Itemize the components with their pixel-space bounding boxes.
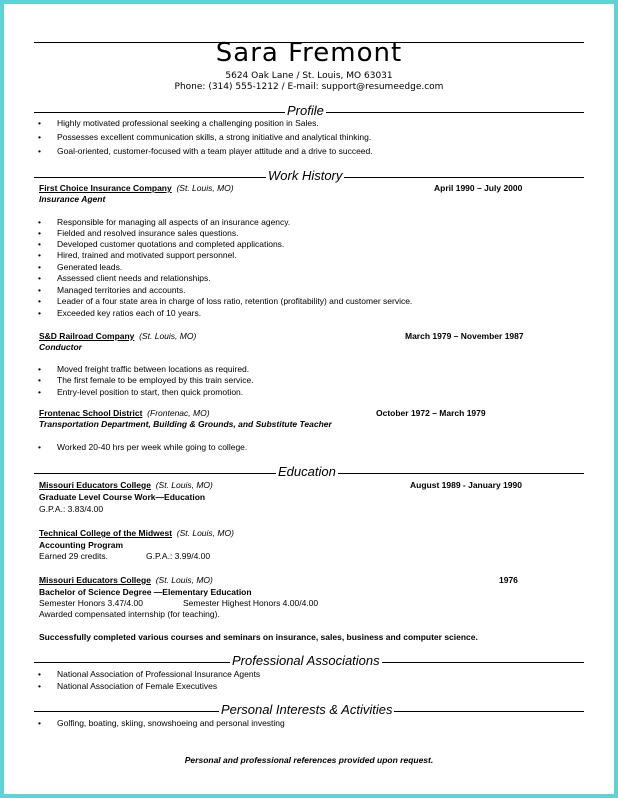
job-title: Insurance Agent (39, 194, 106, 204)
resume-page (4, 4, 614, 794)
job-company: Frontenac School District (39, 408, 143, 418)
job-bullet: • Entry-level position to start, then quick promotion. (57, 387, 243, 397)
school-program: Graduate Level Course Work—Education (39, 492, 206, 502)
job-company-line (39, 183, 234, 193)
job-bullet: • Hired, trained and motivated support personnel. (57, 250, 237, 260)
associations-heading: Professional Associations (232, 653, 380, 668)
school-detail: G.P.A.: 3.83/4.00 (39, 504, 104, 514)
school-detail: Earned 29 credits. (39, 551, 108, 561)
job-bullet: • Leader of a four state area in charge of loss ratio, retention (profitability) and customer service. (57, 296, 412, 306)
profile-bullet: • Goal-oriented, customer-focused with a team player attitude and a drive to succeed. (57, 146, 373, 156)
job-dates: March 1979 – November 1987 (405, 331, 524, 341)
job-company: First Choice Insurance Company (39, 183, 172, 193)
interest-bullet: • Golfing, boating, skiing, snowshoeing and personal investing (57, 718, 285, 728)
job-company-line (39, 331, 196, 341)
job-bullet: • Developed customer quotations and completed applications. (57, 239, 284, 249)
school-detail-gpa: G.P.A.: 3.99/4.00 (146, 551, 211, 561)
school-name: Missouri Educators College (39, 480, 151, 490)
school-program: Bachelor of Science Degree —Elementary Education (39, 587, 252, 597)
school-name: Technical College of the Midwest (39, 528, 173, 538)
school-location: (St. Louis, MO) (155, 480, 213, 490)
school-name: Missouri Educators College (39, 575, 151, 585)
education-heading: Education (278, 464, 336, 479)
job-location: (St. Louis, MO) (139, 331, 197, 341)
school-location: (St. Louis, MO) (176, 528, 234, 538)
school-line (39, 480, 213, 490)
references-note: Personal and professional references provided upon request. (184, 755, 434, 765)
school-detail: Awarded compensated internship (for teaching). (39, 609, 220, 619)
job-location: (St. Louis, MO) (176, 183, 234, 193)
school-detail: Semester Honors 3.47/4.00 (39, 598, 143, 608)
interests-heading: Personal Interests & Activities (221, 702, 393, 717)
school-line (39, 575, 213, 585)
job-location: (Frontenac, MO) (147, 408, 210, 418)
work-history-heading: Work History (268, 168, 343, 183)
school-line (39, 528, 234, 538)
profile-bullet: • Highly motivated professional seeking a challenging position in Sales. (57, 118, 319, 128)
job-dates: October 1972 – March 1979 (376, 408, 486, 418)
school-dates: August 1989 - January 1990 (410, 480, 522, 490)
job-bullet: • Exceeded key ratios each of 10 years. (57, 308, 201, 318)
school-detail-honors: Semester Highest Honors 4.00/4.00 (183, 598, 319, 608)
association-bullet: • National Association of Female Executives (57, 681, 217, 691)
job-bullet: • Responsible for managing all aspects of an insurance agency. (57, 217, 290, 227)
job-bullet: • Generated leads. (57, 262, 122, 272)
job-bullet: • Moved freight traffic between locations as required. (57, 364, 249, 374)
job-title: Conductor (39, 342, 82, 352)
school-program: Accounting Program (39, 540, 124, 550)
job-company-line (39, 408, 210, 418)
candidate-name: Sara Fremont (215, 38, 403, 68)
education-summary: Successfully completed various courses and seminars on insurance, sales, business and computer science. (39, 632, 478, 642)
job-bullet: • Managed territories and accounts. (57, 285, 186, 295)
job-bullet: • Worked 20-40 hrs per week while going to college. (57, 442, 247, 452)
contact-address: 5624 Oak Lane / St. Louis, MO 63031 (225, 71, 393, 81)
job-dates: April 1990 – July 2000 (434, 183, 523, 193)
job-bullet: • The first female to be employed by this train service. (57, 375, 254, 385)
school-location: (St. Louis, MO) (155, 575, 213, 585)
profile-heading: Profile (287, 103, 324, 118)
job-bullet: • Fielded and resolved insurance sales questions. (57, 228, 238, 238)
contact-phone-email: Phone: (314) 555-1212 / E-mail: support@resumeedge.com (174, 82, 444, 92)
job-company: S&D Railroad Company (39, 331, 135, 341)
school-dates: 1976 (499, 575, 518, 585)
job-title: Transportation Department, Building & Grounds, and Substitute Teacher (39, 419, 332, 429)
job-bullet: • Assessed client needs and relationships. (57, 273, 211, 283)
association-bullet: • National Association of Professional Insurance Agents (57, 669, 260, 679)
profile-bullet: • Possesses excellent communication skills, a strong initiative and analytical thinking. (57, 132, 371, 142)
